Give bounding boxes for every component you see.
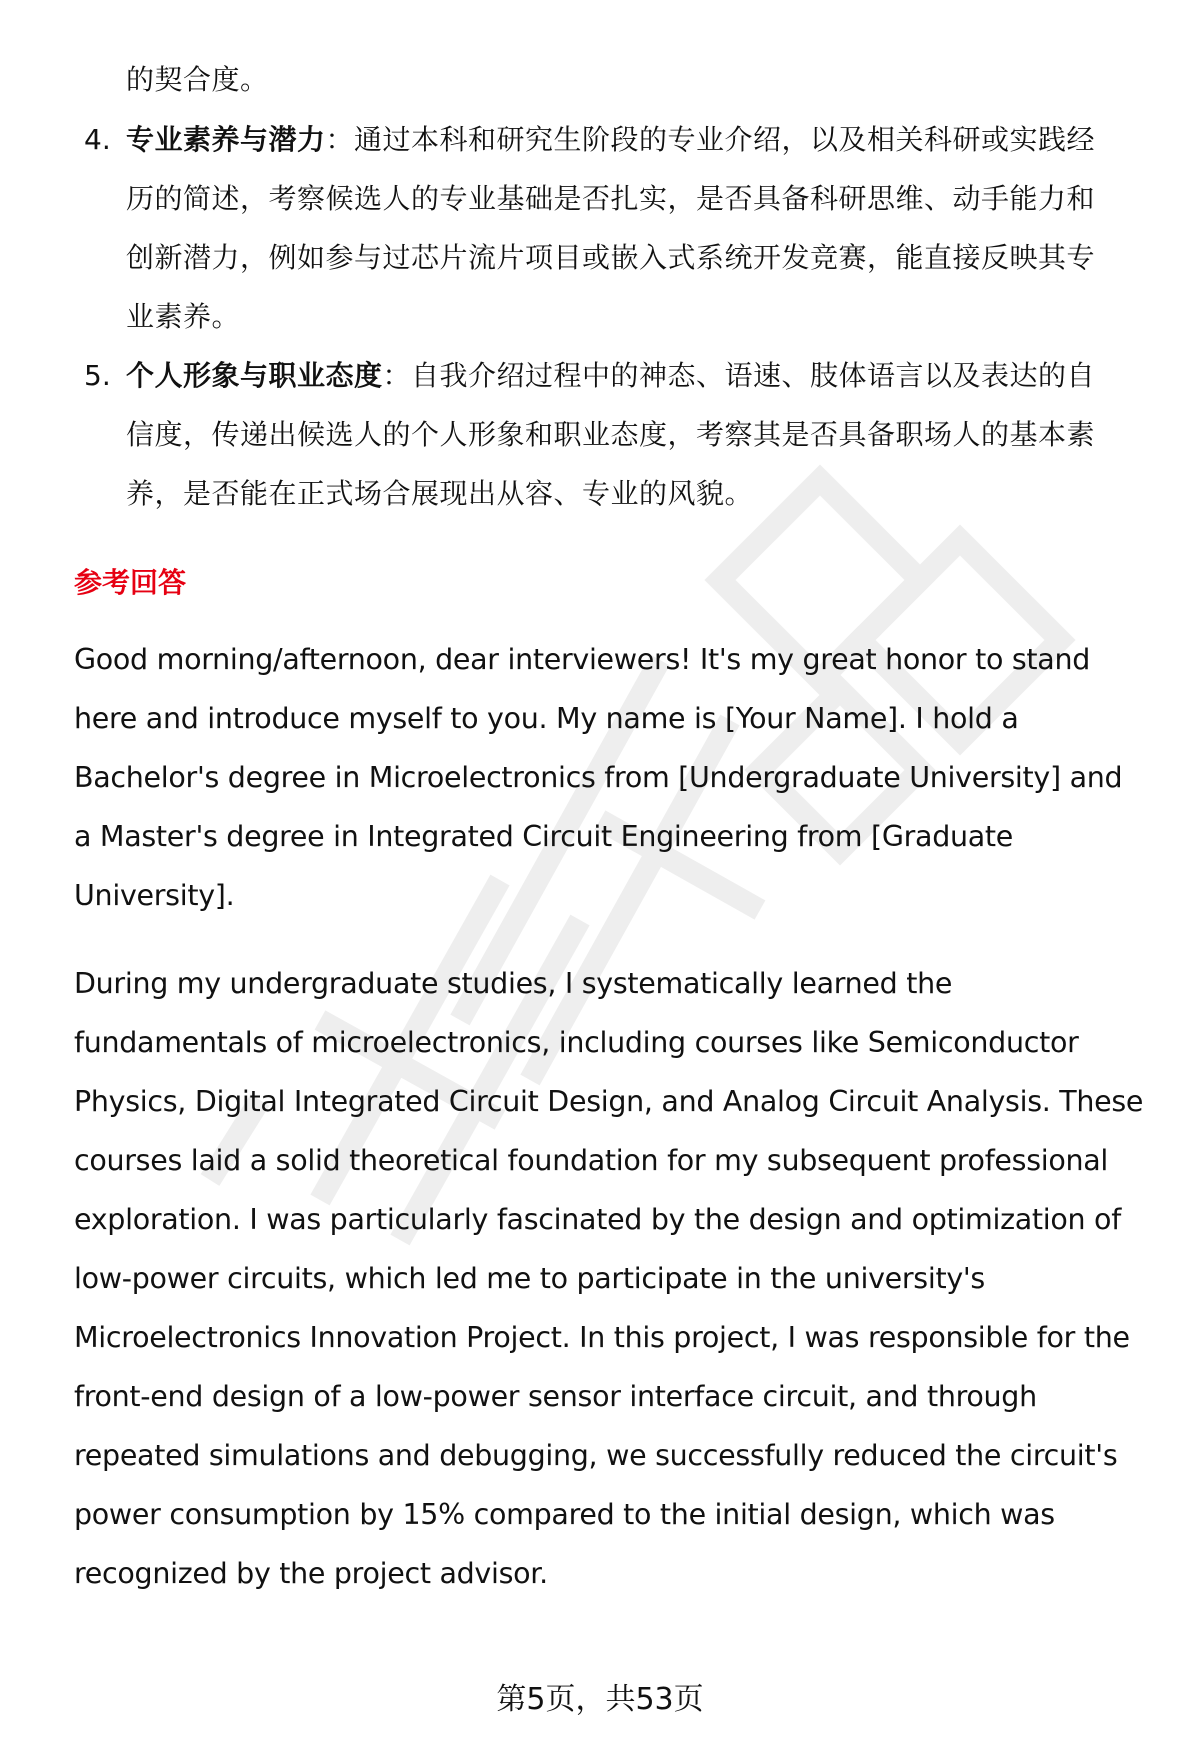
paragraph-line: University]. xyxy=(74,879,235,912)
paragraph-line: low-power circuits, which led me to participate in the university's xyxy=(74,1262,985,1295)
criteria-line: 创新潜力，例如参与过芯片流片项目或嵌入式系统开发竞赛，能直接反映其专 xyxy=(126,241,1096,274)
paragraph-line: exploration. I was particularly fascinated by the design and optimization of xyxy=(74,1203,1121,1236)
continuation-text: 的契合度。 xyxy=(126,63,269,96)
criteria-title: 个人形象与职业态度 xyxy=(126,359,383,392)
paragraph-line: courses laid a solid theoretical foundation for my subsequent professional xyxy=(74,1144,1109,1177)
criteria-line: 养，是否能在正式场合展现出从容、专业的风貌。 xyxy=(126,477,754,510)
criteria-text: ：通过本科和研究生阶段的专业介绍，以及相关科研或实践经 xyxy=(325,123,1096,156)
paragraph-line: Bachelor's degree in Microelectronics from [Undergraduate University] and xyxy=(74,761,1123,794)
list-number: 4. xyxy=(84,123,111,156)
criteria-text: ：自我介绍过程中的神态、语速、肢体语言以及表达的自 xyxy=(382,359,1096,392)
criteria-line: 业素养。 xyxy=(126,300,241,333)
paragraph-line: Good morning/afternoon, dear interviewers! It's my great honor to stand xyxy=(74,643,1091,676)
paragraph-line: During my undergraduate studies, I systematically learned the xyxy=(74,967,953,1000)
paragraph-line: power consumption by 15% compared to the initial design, which was xyxy=(74,1498,1055,1531)
criteria-title: 专业素养与潜力 xyxy=(126,123,326,156)
section-heading: 参考回答 xyxy=(74,566,187,599)
list-number: 5. xyxy=(84,359,111,392)
paragraph-line: front-end design of a low-power sensor interface circuit, and through xyxy=(74,1380,1037,1413)
paragraph-line: Microelectronics Innovation Project. In this project, I was responsible for the xyxy=(74,1321,1130,1354)
paragraph-line: fundamentals of microelectronics, including courses like Semiconductor xyxy=(74,1026,1079,1059)
criteria-line xyxy=(126,122,1095,158)
criteria-line xyxy=(126,358,1095,394)
criteria-line: 信度，传递出候选人的个人形象和职业态度，考察其是否具备职场人的基本素 xyxy=(126,418,1096,451)
page-indicator: 第5页，共53页 xyxy=(496,1682,704,1717)
criteria-line: 历的简述，考察候选人的专业基础是否扎实，是否具备科研思维、动手能力和 xyxy=(126,182,1096,215)
paragraph-line: recognized by the project advisor. xyxy=(74,1557,548,1590)
paragraph-line: a Master's degree in Integrated Circuit Engineering from [Graduate xyxy=(74,820,1014,853)
paragraph-line: repeated simulations and debugging, we successfully reduced the circuit's xyxy=(74,1439,1118,1472)
paragraph-line: here and introduce myself to you. My name is [Your Name]. I hold a xyxy=(74,702,1019,735)
paragraph-line: Physics, Digital Integrated Circuit Design, and Analog Circuit Analysis. These xyxy=(74,1085,1144,1118)
